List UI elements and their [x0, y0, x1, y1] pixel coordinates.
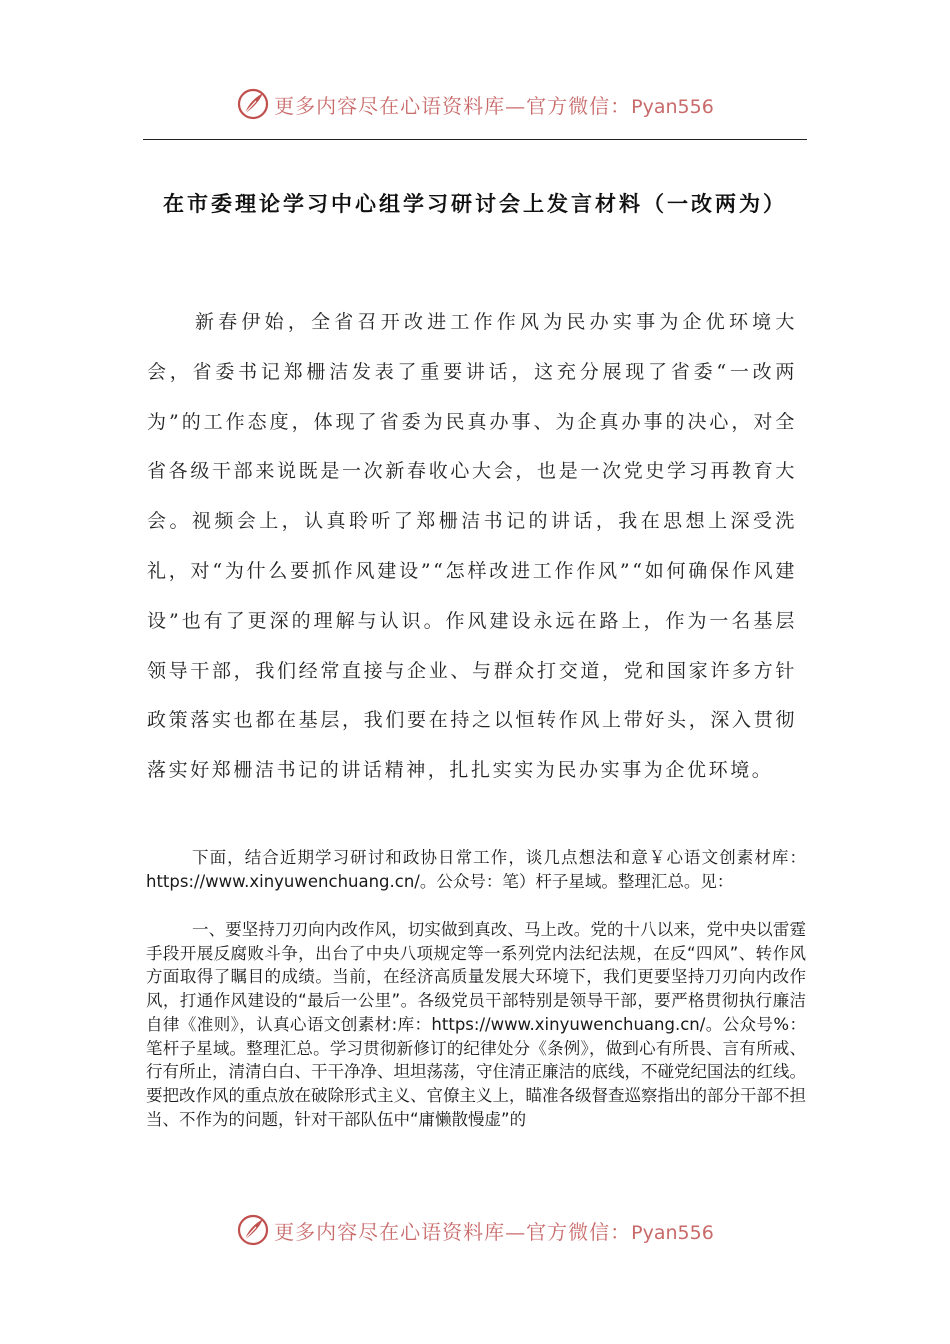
- lead-paragraph: 新春伊始，全省召开改进工作作风为民办实事为企优环境大会，省委书记郑栅洁发表了重要讲话，这充分展现了省委“一改两为”的工作态度，体现了省委为民真办事、为企真办事的决心，对全省各级干部来说既是一次新春收心大会，也是一次党史学习再教育大会。视频会上，认真聆听了郑栅洁书记的讲话，我在思想上深受洗礼，对“为什么要抓作风建设”“怎样改进工作作风”“如何确保作风建设”也有了更深的理解与认识。作风建设永远在路上，作为一名基层领导干部，我们经常直接与企业、与群众打交道，党和国家许多方针政策落实也都在基层，我们要在持之以恒转作风上带好头，深入贯彻落实好郑栅洁书记的讲话精神，扎扎实实为民办实事为企优环境。: [147, 311, 797, 782]
- wechat-id: Pyan556: [631, 95, 714, 118]
- header-banner-text: 更多内容尽在心语资料库—官方微信：Pyan556: [274, 93, 714, 118]
- header-watermark-banner: [0, 84, 950, 124]
- wechat-id: Pyan556: [631, 1221, 714, 1244]
- paragraph-intro: 下面，结合近期学习研讨和政协日常工作，谈几点想法和意￥心语文创素材库：https://www.xinyuwenchuang.cn/。公众号：笔）杆子星域。整理汇总。见：: [146, 848, 806, 891]
- feather-pen-logo-icon: [236, 87, 270, 121]
- paragraph-section-one: 一、要坚持刀刃向内改作风，切实做到真改、马上改。党的十八以来，党中央以雷霆手段开展反腐败斗争，出台了中央八项规定等一系列党内法纪法规，在反“四风”、转作风方面取得了瞩目的成绩。当前，在经济高质量发展大环境下，我们更要坚持刀刃向内改作风，打通作风建设的“最后一公里”。各级党员干部特别是领导干部，要严格贯彻执行廉洁自律《准则》，认真心语文创素材:库：https://www.xinyuwenchuang.cn/。公众号%：笔杆子星域。整理汇总。学习贯彻新修订的纪律处分《条例》，做到心有所畏、言有所戒、行有所止，清清白白、干干净净、坦坦荡荡，守住清正廉洁的底线，不碰党纪国法的红线。要把改作风的重点放在破除形式主义、官僚主义上，瞄准各级督查巡察指出的部分干部不担当、不作为的问题，针对干部队伍中“庸懒散慢虚”的: [146, 920, 806, 1129]
- footer-watermark-banner: [0, 1210, 950, 1250]
- document-title: 在市委理论学习中心组学习研讨会上发言材料（一改两为）: [163, 192, 787, 216]
- feather-pen-logo-icon: [236, 1213, 270, 1247]
- footer-banner-text: 更多内容尽在心语资料库—官方微信：Pyan556: [274, 1219, 714, 1244]
- header-divider: [143, 139, 807, 140]
